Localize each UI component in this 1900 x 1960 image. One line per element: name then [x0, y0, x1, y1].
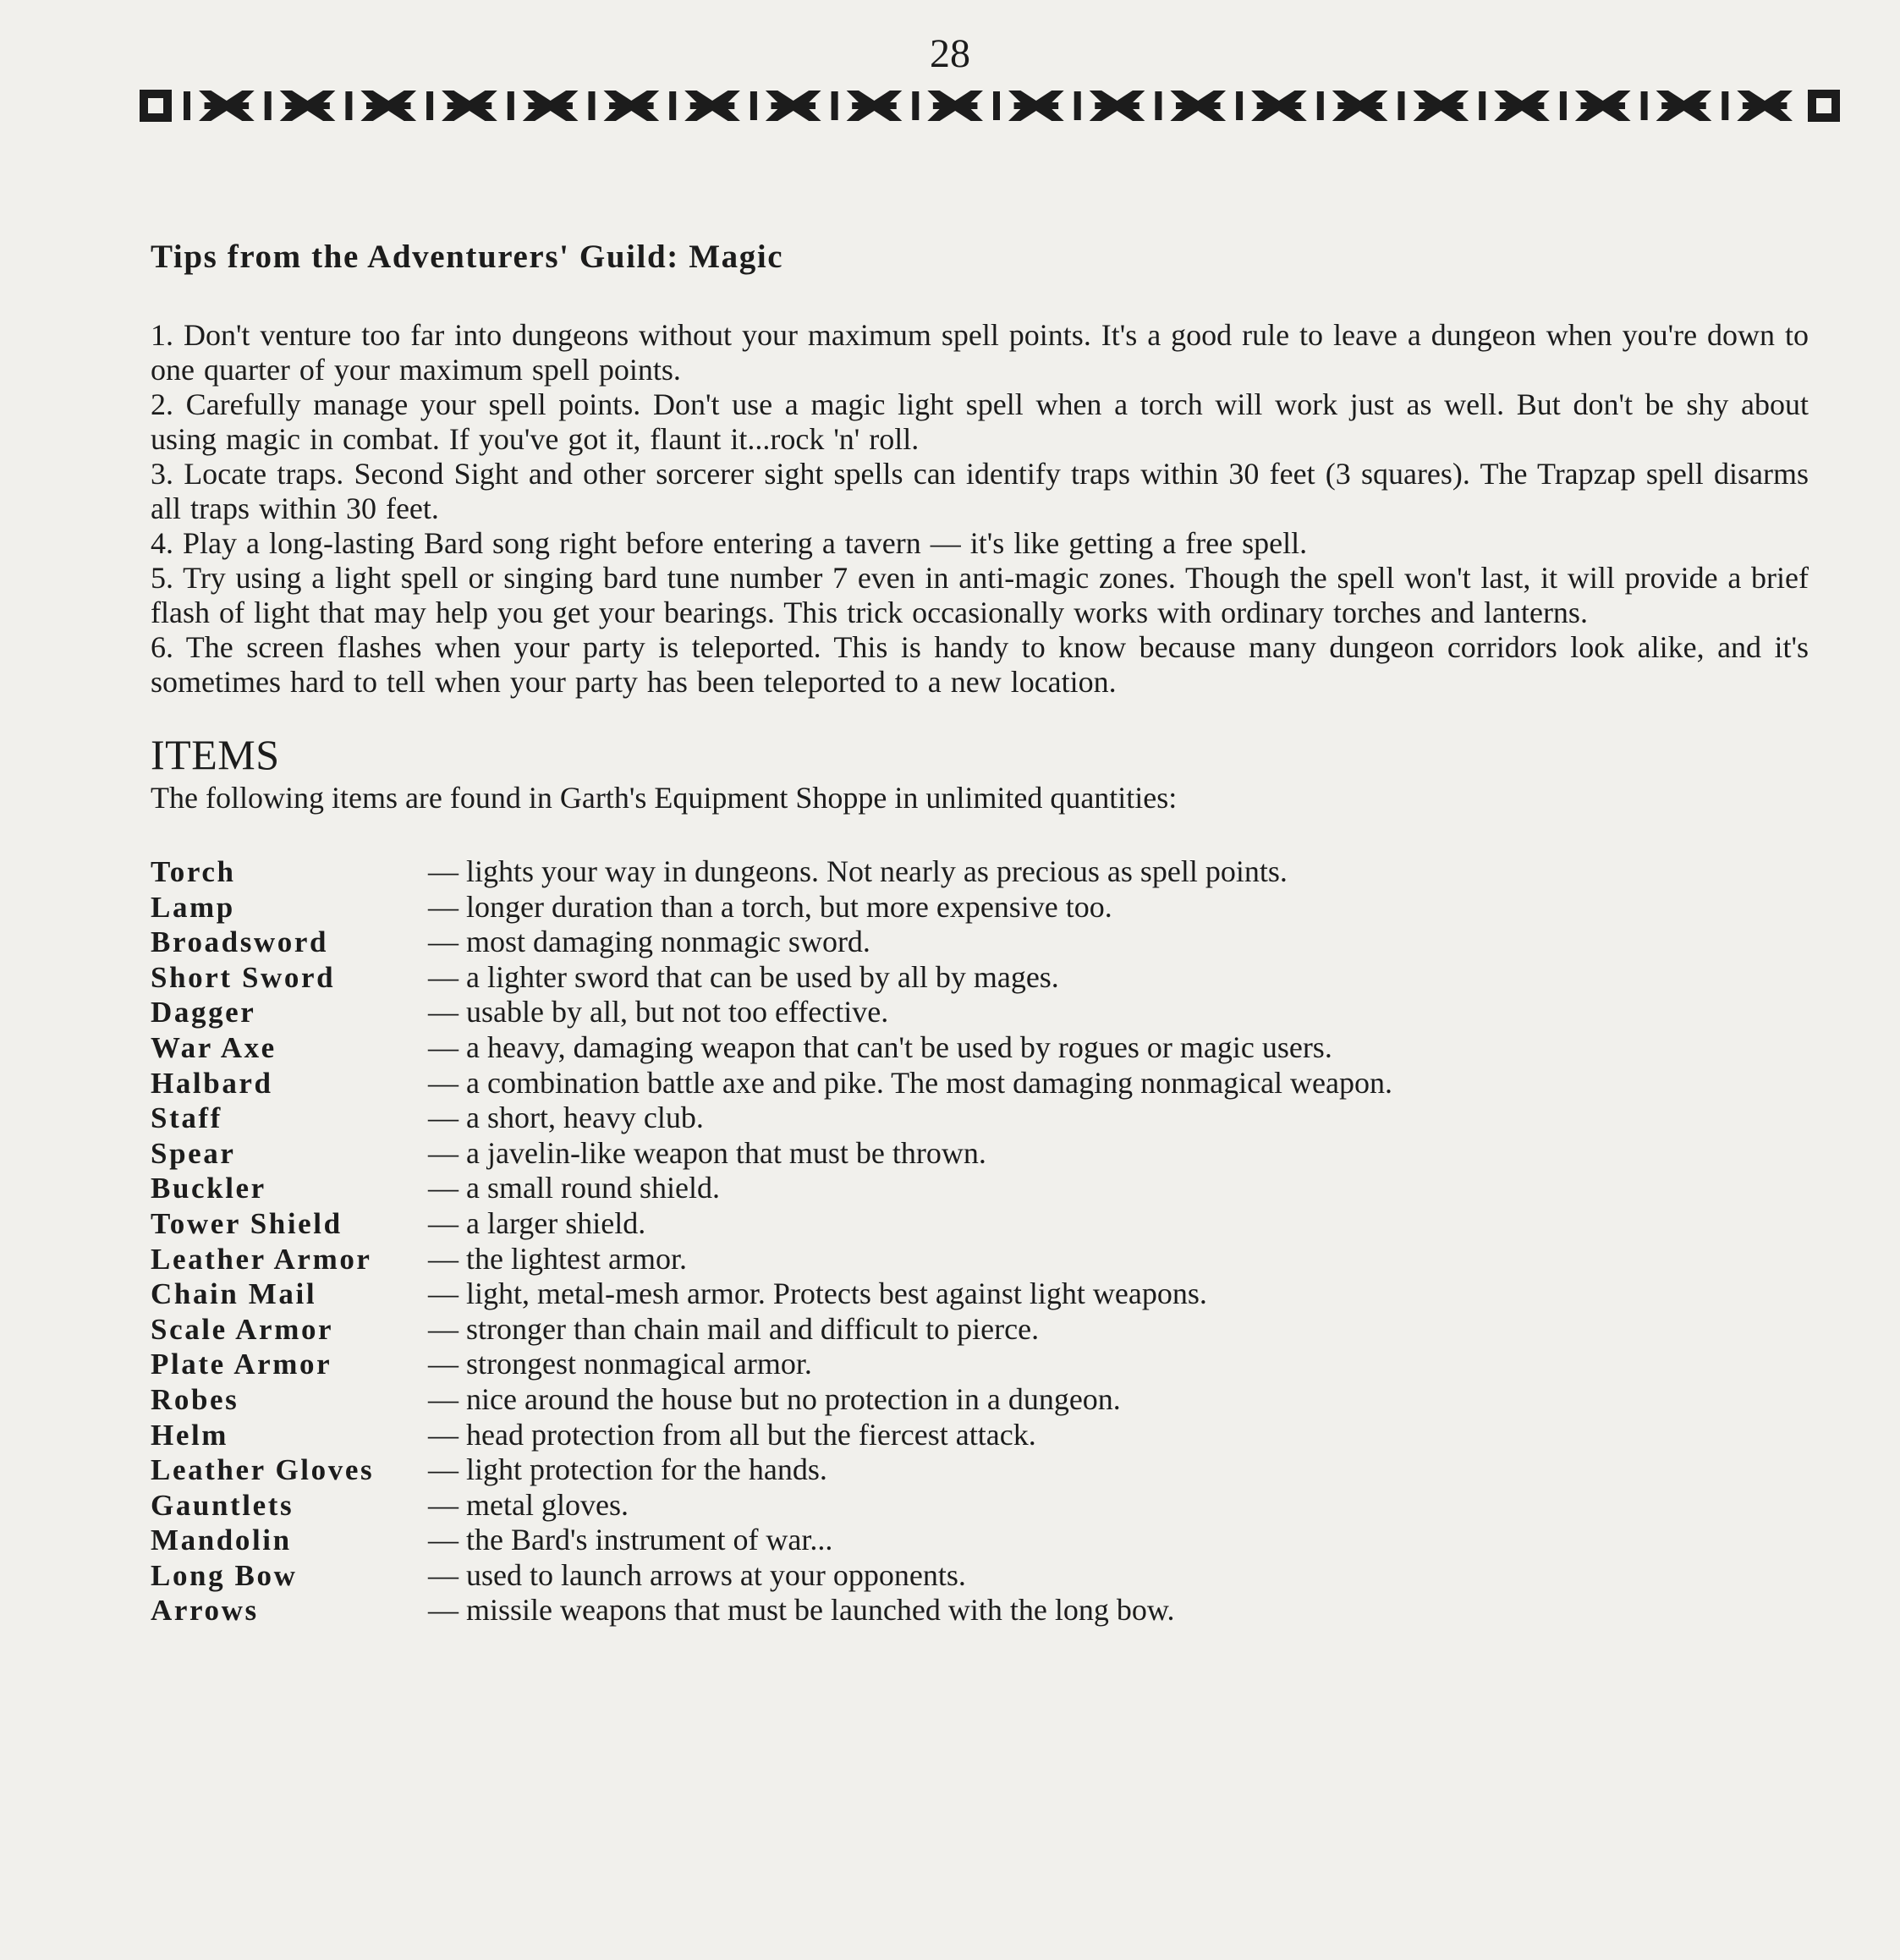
border-motif [1722, 91, 1728, 120]
item-name: Robes [151, 1382, 239, 1416]
item-name: Dagger [151, 996, 256, 1029]
border-motif [669, 91, 676, 120]
border-motif [508, 91, 514, 120]
item-row [151, 1030, 1392, 1066]
item-name: Mandolin [151, 1524, 292, 1557]
border-motif [345, 91, 352, 120]
border-pattern-icon [140, 80, 1840, 132]
item-name: Long Bow [151, 1558, 298, 1592]
item-row [151, 1206, 1392, 1242]
items-intro: The following items are found in Garth's Equipment Shoppe in unlimited quantities: [151, 781, 1178, 815]
item-name: Leather Gloves [151, 1453, 375, 1487]
item-row [151, 1242, 1392, 1277]
item-row [151, 1066, 1392, 1101]
border-motif [1095, 102, 1139, 109]
border-motif [1236, 91, 1243, 120]
item-name: Short Sword [151, 960, 336, 994]
item-description: — used to launch arrows at your opponents. [428, 1557, 966, 1592]
item-name: Halbard [151, 1066, 273, 1100]
border-motif [1398, 91, 1405, 120]
tip-item: 4. Play a long-lasting Bard song right before entering a tavern — it's like getting a free spell. [151, 526, 1308, 560]
item-row [151, 1136, 1392, 1172]
items-heading: ITEMS [151, 731, 280, 778]
item-row [151, 960, 1392, 996]
item-row [151, 1558, 1392, 1594]
item-name: Staff [151, 1101, 222, 1135]
item-name: Broadsword [151, 925, 329, 959]
border-motif [1074, 91, 1081, 120]
item-name: Spear [151, 1136, 236, 1170]
border-motif [1580, 102, 1625, 109]
border-motif [1337, 102, 1382, 109]
decorative-border [140, 80, 1840, 132]
item-row [151, 1347, 1392, 1382]
border-motif [285, 102, 330, 109]
item-row [151, 1382, 1392, 1418]
item-name: Buckler [151, 1172, 266, 1205]
border-motif [366, 102, 411, 109]
item-row [151, 1593, 1392, 1628]
item-row [151, 995, 1392, 1030]
border-motif [993, 91, 1000, 120]
item-description: — longer duration than a torch, but more expensive too. [428, 889, 1112, 924]
tips-heading: Tips from the Adventurers' Guild: Magic [151, 239, 784, 275]
item-description: — strongest nonmagical armor. [428, 1347, 812, 1381]
item-description: — a larger shield. [428, 1205, 646, 1240]
border-motif [933, 102, 978, 109]
border-motif [1419, 102, 1463, 109]
item-row [151, 1276, 1392, 1312]
border-motif [1155, 91, 1161, 120]
item-name: Leather Armor [151, 1242, 372, 1276]
item-row [151, 1101, 1392, 1136]
item-row [151, 854, 1392, 890]
tip-item: 3. Locate traps. Second Sight and other sorcerer sight spells can identify traps within 30 feet (3 squares). The Trapzap spell disarms all traps within 30 feet. [151, 457, 1809, 525]
border-motif [1257, 102, 1302, 109]
item-name: War Axe [151, 1030, 277, 1064]
item-name: Helm [151, 1418, 229, 1452]
border-motif [690, 102, 735, 109]
border-motif [1816, 98, 1831, 113]
page-content [151, 235, 1809, 1628]
item-name: Torch [151, 855, 236, 888]
border-motif [528, 102, 573, 109]
item-description: — the lightest armor. [428, 1241, 687, 1276]
item-name: Plate Armor [151, 1348, 332, 1381]
border-motif [1661, 102, 1706, 109]
border-motif [1641, 91, 1648, 120]
item-description: — a javelin-like weapon that must be thrown. [428, 1135, 986, 1170]
tip-item: 5. Try using a light spell or singing bard tune number 7 even in anti-magic zones. Though the spell won't last, it will provide a brief flash of light that may help you get your bearings. This trick occasionally works with ordinary torches and lanterns. [151, 561, 1809, 629]
page-number: 28 [930, 31, 970, 76]
item-row [151, 1171, 1392, 1206]
border-motif [852, 102, 897, 109]
item-row [151, 1523, 1392, 1558]
border-motif [184, 91, 190, 120]
item-name: Gauntlets [151, 1488, 294, 1522]
border-motif [205, 102, 250, 109]
item-name: Tower Shield [151, 1206, 343, 1240]
border-motif [771, 102, 815, 109]
border-motif [1560, 91, 1567, 120]
item-row [151, 925, 1392, 960]
border-motif [1176, 102, 1221, 109]
border-motif [265, 91, 272, 120]
border-motif [148, 98, 163, 113]
border-motif [1479, 91, 1485, 120]
border-motif [1317, 91, 1324, 120]
border-motif [609, 102, 654, 109]
border-motif [589, 91, 596, 120]
item-description: — a small round shield. [428, 1171, 720, 1205]
tip-item: 1. Don't venture too far into dungeons without your maximum spell points. It's a good rule to leave a dungeon when you're down to one quarter of your maximum spell points. [151, 318, 1809, 387]
item-row [151, 890, 1392, 925]
item-description: — a combination battle axe and pike. The most damaging nonmagical weapon. [428, 1065, 1393, 1100]
item-row [151, 1312, 1392, 1348]
item-name: Chain Mail [151, 1277, 317, 1311]
item-name: Arrows [151, 1594, 259, 1628]
item-description: — lights your way in dungeons. Not nearly as precious as spell points. [428, 854, 1288, 888]
border-motif [426, 91, 433, 120]
item-row [151, 1488, 1392, 1524]
tip-item: 2. Carefully manage your spell points. Don't use a magic light spell when a torch will work just as well. But don't be shy about using magic in combat. If you've got it, flaunt it...rock 'n' roll. [151, 387, 1809, 456]
item-description: — head protection from all but the fiercest attack. [428, 1417, 1036, 1452]
item-description: — stronger than chain mail and difficult to pierce. [428, 1311, 1040, 1346]
border-motif [1500, 102, 1545, 109]
items-table [151, 854, 1392, 1628]
item-name: Lamp [151, 890, 235, 924]
border-motif [1014, 102, 1059, 109]
border-motif [1743, 102, 1787, 109]
item-name: Scale Armor [151, 1312, 334, 1346]
item-description: — light protection for the hands. [428, 1452, 827, 1487]
item-description: — a heavy, damaging weapon that can't be used by rogues or magic users. [428, 1029, 1332, 1064]
item-description: — usable by all, but not too effective. [428, 995, 889, 1029]
border-motif [750, 91, 757, 120]
tips-list [151, 318, 1809, 700]
item-description: — a lighter sword that can be used by all by mages. [428, 959, 1059, 994]
tip-item: 6. The screen flashes when your party is teleported. This is handy to know because many dungeon corridors look alike, and it's sometimes hard to tell when your party has been teleported to a new location. [151, 630, 1809, 699]
border-motif [832, 91, 838, 120]
item-description: — most damaging nonmagic sword. [428, 925, 870, 959]
border-motif [448, 102, 492, 109]
item-description: — missile weapons that must be launched with the long bow. [428, 1593, 1175, 1628]
item-description: — a short, heavy club. [428, 1101, 704, 1135]
item-row [151, 1452, 1392, 1488]
border-motif [912, 91, 919, 120]
item-description: — the Bard's instrument of war... [428, 1523, 833, 1557]
item-description: — metal gloves. [428, 1487, 629, 1522]
item-description: — nice around the house but no protection in a dungeon. [428, 1381, 1121, 1416]
item-description: — light, metal-mesh armor. Protects best against light weapons. [428, 1276, 1207, 1311]
item-row [151, 1418, 1392, 1453]
